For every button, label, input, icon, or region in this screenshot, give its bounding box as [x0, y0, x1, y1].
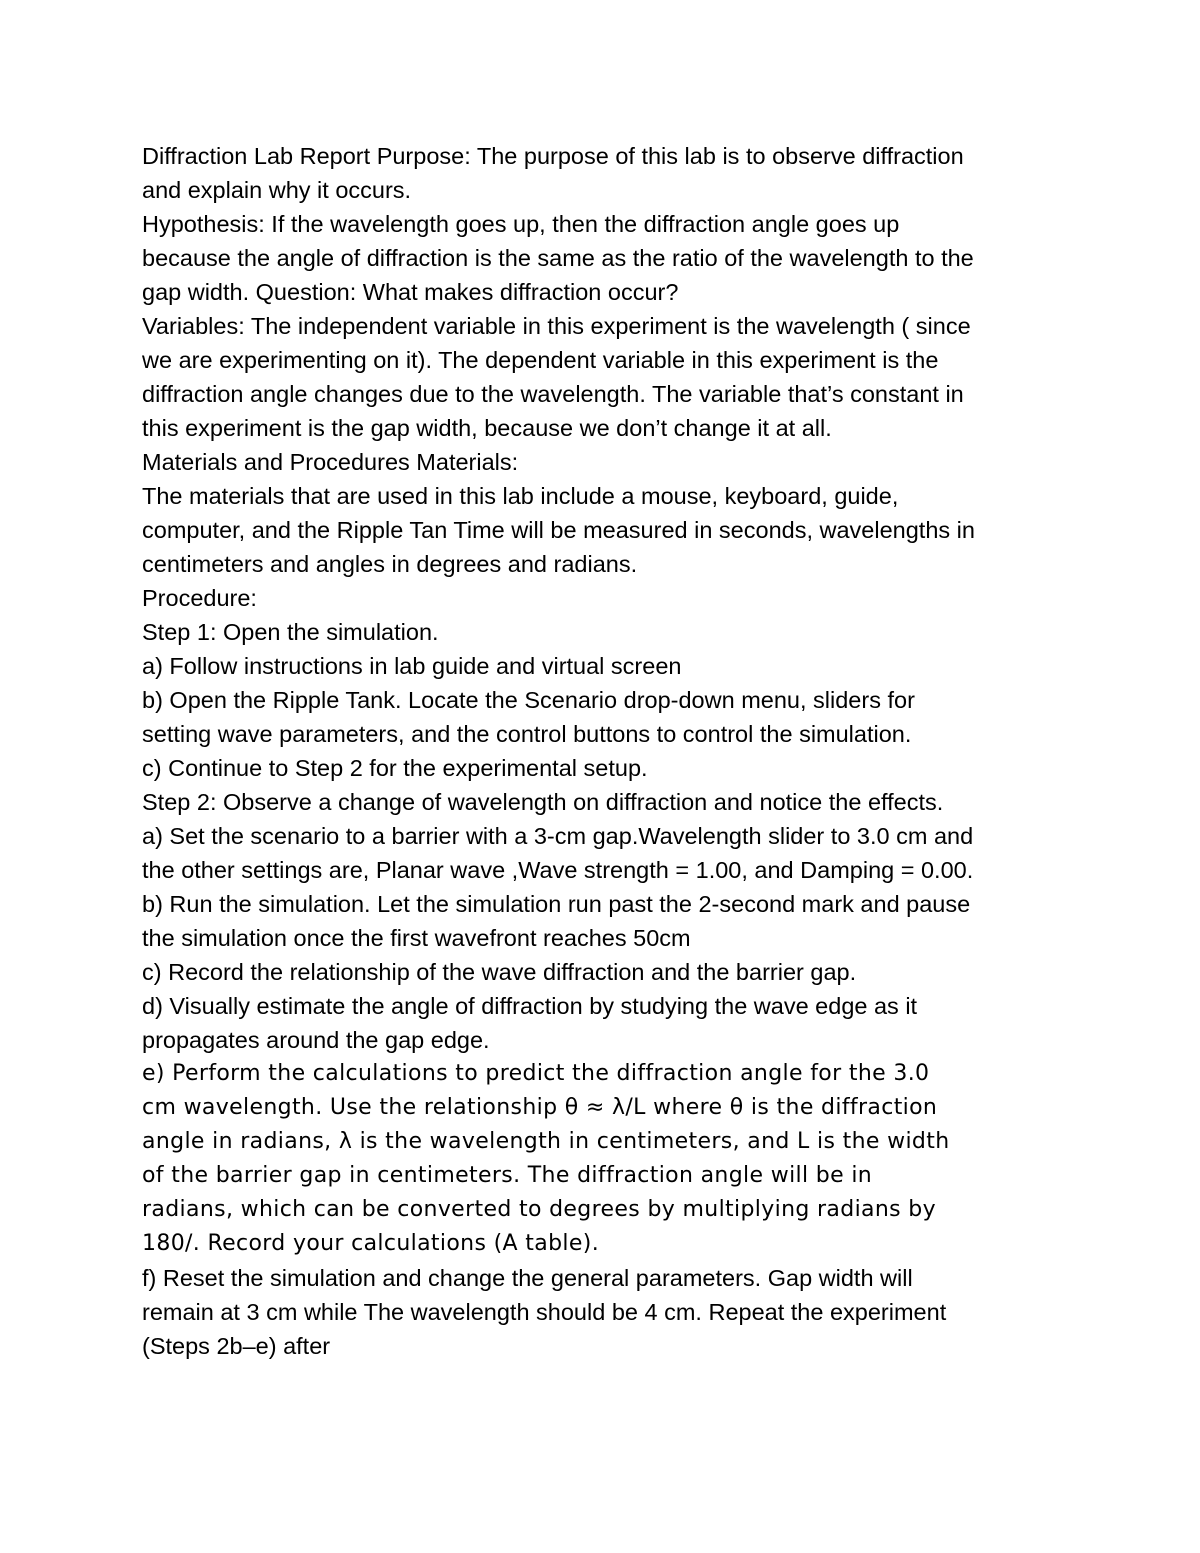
hypothesis-line: Hypothesis: If the wavelength goes up, then the diffraction angle goes up	[142, 211, 900, 237]
procedure-line: (Steps 2b–e) after	[142, 1333, 331, 1359]
calculation-line: cm wavelength. Use the relationship θ ≈ λ/L where θ is the diffraction	[142, 1095, 938, 1120]
procedure-line: the other settings are, Planar wave ,Wave strength = 1.00, and Damping = 0.00.	[142, 857, 974, 883]
step-1-heading: Step 1: Open the simulation.	[142, 619, 439, 645]
procedure-line: c) Record the relationship of the wave diffraction and the barrier gap.	[142, 959, 857, 985]
procedure-line: a) Follow instructions in lab guide and virtual screen	[142, 653, 682, 679]
procedure-line: remain at 3 cm while The wavelength should be 4 cm. Repeat the experiment	[142, 1299, 947, 1325]
calculation-line: radians, which can be converted to degrees by multiplying radians by	[142, 1197, 936, 1222]
procedure-line: propagates around the gap edge.	[142, 1027, 490, 1053]
step-2-heading: Step 2: Observe a change of wavelength on diffraction and notice the effects.	[142, 789, 944, 815]
document-body	[142, 139, 1062, 1363]
procedure-line: a) Set the scenario to a barrier with a 3-cm gap.Wavelength slider to 3.0 cm and	[142, 823, 974, 849]
procedure-line: the simulation once the first wavefront reaches 50cm	[142, 925, 691, 951]
procedure-line: setting wave parameters, and the control buttons to control the simulation.	[142, 721, 912, 747]
materials-heading: Materials and Procedures Materials:	[142, 449, 519, 475]
procedure-heading: Procedure:	[142, 585, 257, 611]
hypothesis-line: because the angle of diffraction is the same as the ratio of the wavelength to the	[142, 245, 974, 271]
variables-line: we are experimenting on it). The dependent variable in this experiment is the	[142, 347, 939, 373]
calculation-line: e) Perform the calculations to predict the diffraction angle for the 3.0	[142, 1061, 930, 1086]
materials-line: computer, and the Ripple Tan Time will be measured in seconds, wavelengths in	[142, 517, 975, 543]
variables-line: this experiment is the gap width, because we don’t change it at all.	[142, 415, 832, 441]
calculation-line: of the barrier gap in centimeters. The diffraction angle will be in	[142, 1163, 873, 1188]
procedure-line: b) Open the Ripple Tank. Locate the Scenario drop-down menu, sliders for	[142, 687, 915, 713]
purpose-line: and explain why it occurs.	[142, 177, 412, 203]
procedure-line: b) Run the simulation. Let the simulation run past the 2-second mark and pause	[142, 891, 971, 917]
calculation-line: 180/. Record your calculations (A table).	[142, 1231, 600, 1256]
procedure-line: c) Continue to Step 2 for the experimental setup.	[142, 755, 648, 781]
calculation-line: angle in radians, λ is the wavelength in centimeters, and L is the width	[142, 1129, 950, 1154]
title-purpose-line: Diffraction Lab Report Purpose: The purpose of this lab is to observe diffraction	[142, 143, 964, 169]
materials-line: centimeters and angles in degrees and radians.	[142, 551, 638, 577]
procedure-line: f) Reset the simulation and change the general parameters. Gap width will	[142, 1265, 913, 1291]
variables-line: Variables: The independent variable in this experiment is the wavelength ( since	[142, 313, 971, 339]
procedure-line: d) Visually estimate the angle of diffraction by studying the wave edge as it	[142, 993, 918, 1019]
materials-line: The materials that are used in this lab include a mouse, keyboard, guide,	[142, 483, 899, 509]
variables-line: diffraction angle changes due to the wavelength. The variable that’s constant in	[142, 381, 964, 407]
question-line: gap width. Question: What makes diffraction occur?	[142, 279, 679, 305]
